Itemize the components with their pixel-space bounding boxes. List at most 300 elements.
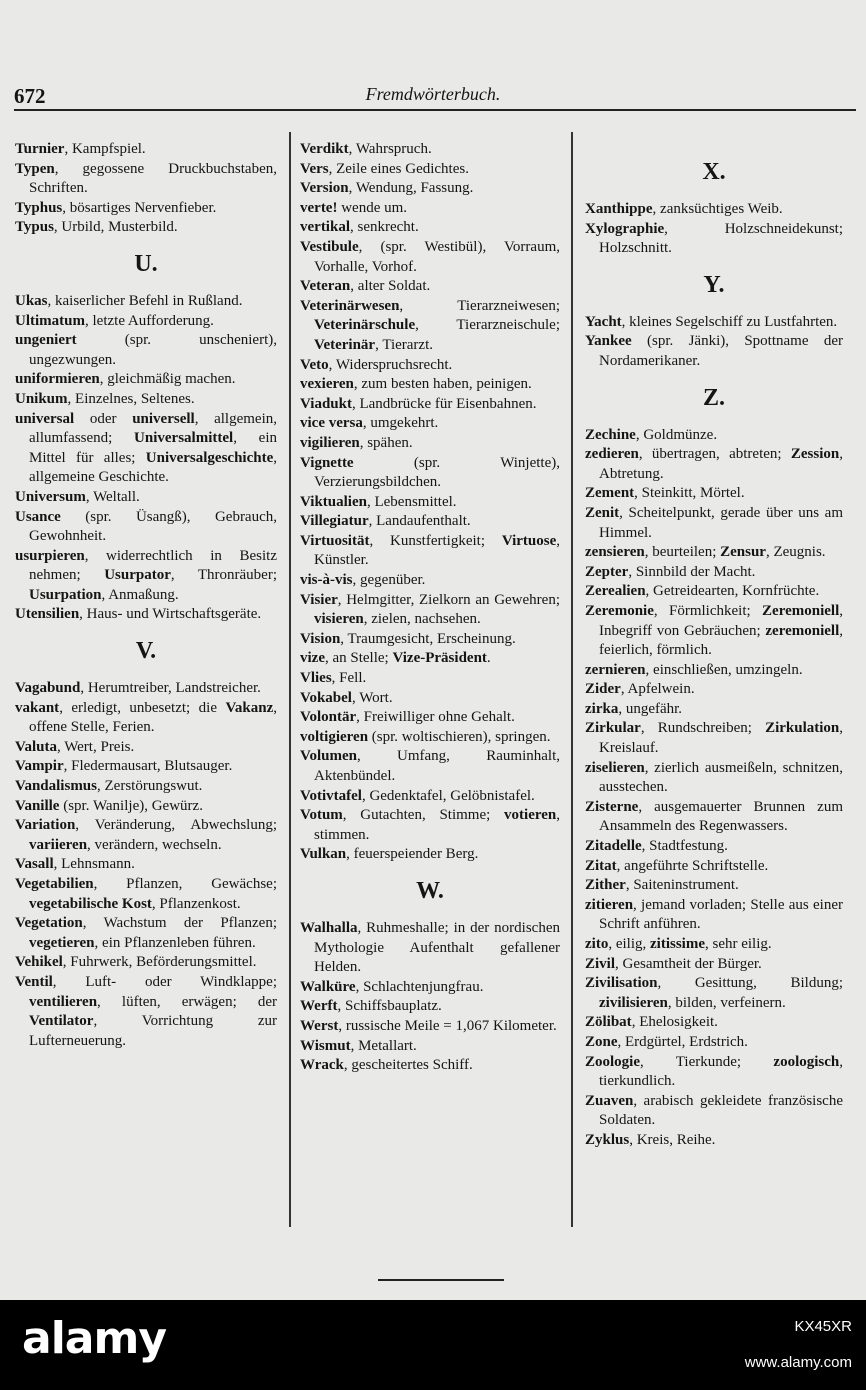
entry-headword: usurpieren bbox=[15, 547, 85, 564]
dictionary-entry bbox=[15, 312, 277, 332]
entry-definition: , Traumgesicht, Erscheinung. bbox=[340, 630, 516, 647]
entry-definition: , ein Pflanzenleben führen. bbox=[94, 934, 256, 951]
dictionary-entry bbox=[15, 914, 277, 953]
column-right bbox=[585, 146, 843, 1151]
entry-headword: Zisterne bbox=[585, 798, 639, 815]
dictionary-entry bbox=[15, 370, 277, 390]
entry-headword: zitissime bbox=[650, 936, 705, 952]
dictionary-entry bbox=[300, 434, 560, 454]
entry-definition: , Wendung, Fassung. bbox=[348, 180, 474, 197]
dictionary-entry bbox=[585, 445, 843, 484]
dictionary-entry bbox=[15, 218, 277, 238]
entry-headword: Zirkular bbox=[585, 720, 641, 737]
entry-headword: ungeniert bbox=[15, 332, 77, 349]
entry-headword: zitieren bbox=[585, 896, 634, 913]
entry-definition: , zanksüchtiges Weib. bbox=[652, 201, 783, 217]
entry-definition: , russische Meile = 1,067 Kilometer. bbox=[338, 1017, 557, 1034]
end-rule bbox=[378, 1279, 504, 1281]
entry-definition: , allgemein, allumfassend; bbox=[29, 410, 277, 447]
dictionary-entry bbox=[15, 757, 277, 777]
entry-definition: , Pflanzenkost. bbox=[151, 895, 241, 912]
dictionary-entry bbox=[300, 414, 560, 434]
dictionary-entry bbox=[300, 919, 560, 978]
dictionary-entry bbox=[300, 277, 560, 297]
entry-headword: zedieren bbox=[585, 446, 639, 463]
entry-definition: , sehr eilig. bbox=[704, 936, 772, 952]
entry-definition: , zielen, nachsehen. bbox=[363, 611, 481, 628]
entry-headword: Ukas bbox=[15, 292, 48, 309]
entry-definition: , Wert, Preis. bbox=[56, 738, 135, 755]
entry-definition: , ausgemauerter Brunnen zum Ansammeln des Regenwassers. bbox=[599, 798, 843, 835]
entry-headword: zito bbox=[585, 936, 609, 952]
entry-definition: , Urbild, Musterbild. bbox=[53, 219, 178, 236]
page-number: 672 bbox=[14, 84, 46, 108]
section-letter-heading: Y. bbox=[703, 271, 725, 298]
dictionary-entry bbox=[585, 582, 843, 602]
entry-headword: Vakanz bbox=[225, 699, 274, 716]
dictionary-entry bbox=[585, 1053, 843, 1092]
entry-headword: Zone bbox=[585, 1033, 618, 1050]
entry-headword: Visier bbox=[300, 591, 338, 608]
dictionary-entry bbox=[300, 978, 560, 998]
dictionary-entry bbox=[300, 591, 560, 630]
dictionary-entry bbox=[300, 532, 560, 571]
entry-headword: ziselieren bbox=[585, 759, 645, 776]
entry-definition: , Veränderung, Abwechslung; bbox=[75, 817, 277, 834]
entry-definition: , senkrecht. bbox=[350, 219, 419, 236]
dictionary-entry bbox=[585, 680, 843, 700]
entry-definition: , Anmaßung. bbox=[101, 586, 179, 603]
entry-definition: , widerrechtlich in Besitz nehmen; bbox=[29, 547, 277, 584]
entry-definition: , Goldmünze. bbox=[635, 426, 718, 443]
entry-definition: , Tierarzneischule; bbox=[415, 317, 560, 334]
entry-definition: , Kampfspiel. bbox=[64, 141, 146, 157]
entry-headword: Variation bbox=[15, 817, 76, 834]
entry-headword: vice versa bbox=[300, 415, 363, 432]
entry-definition: , Tierarzneiwesen; bbox=[399, 297, 560, 314]
entry-headword: visieren bbox=[314, 611, 364, 628]
entry-headword: Zitat bbox=[585, 857, 617, 874]
entry-headword: voltigieren bbox=[300, 728, 369, 745]
dictionary-entry bbox=[15, 292, 277, 312]
entry-definition: , Kreis, Reihe. bbox=[629, 1131, 716, 1148]
entry-definition: (spr. woltischieren), springen. bbox=[368, 728, 551, 745]
dictionary-entry bbox=[300, 997, 560, 1017]
entry-definition: , jemand vorladen; Stelle aus einer Schrift anführen. bbox=[599, 896, 843, 933]
entry-headword: Veterinärschule bbox=[314, 317, 416, 334]
entry-headword: Unikum bbox=[15, 390, 68, 407]
watermark-url: www.alamy.com bbox=[744, 1354, 852, 1371]
entry-headword: variieren bbox=[29, 836, 88, 853]
entry-definition: , Luft- oder Windklappe; bbox=[52, 973, 277, 990]
entry-definition: , stimmen. bbox=[314, 807, 560, 843]
entry-headword: Vokabel bbox=[300, 689, 352, 706]
entry-definition: , Steinkitt, Mörtel. bbox=[634, 485, 745, 502]
entry-definition: , Metallart. bbox=[350, 1037, 417, 1054]
dictionary-entry bbox=[585, 484, 843, 504]
dictionary-entry bbox=[585, 200, 843, 220]
entry-headword: zivilisieren bbox=[599, 994, 668, 1011]
dictionary-entry bbox=[15, 488, 277, 508]
dictionary-entry bbox=[15, 547, 277, 606]
column-divider bbox=[289, 132, 291, 1227]
entry-headword: Vagabund bbox=[15, 680, 81, 697]
entry-definition: (spr. Jänki), Spottname der Nordamerikaner. bbox=[599, 333, 843, 369]
dictionary-entry bbox=[585, 661, 843, 681]
column-divider bbox=[571, 132, 573, 1227]
dictionary-entry bbox=[300, 238, 560, 277]
dictionary-entry bbox=[300, 649, 560, 669]
entry-headword: verte! bbox=[300, 199, 338, 216]
dictionary-entry bbox=[585, 220, 843, 259]
entry-definition: , Inbegriff von Gebräuchen; bbox=[599, 602, 843, 639]
entry-definition: , zum besten haben, peinigen. bbox=[353, 376, 532, 393]
entry-headword: votieren bbox=[504, 807, 557, 824]
entry-headword: Xanthippe bbox=[585, 201, 653, 217]
entry-headword: zernieren bbox=[585, 661, 646, 678]
dictionary-entry bbox=[300, 454, 560, 493]
entry-headword: Zyklus bbox=[585, 1131, 630, 1148]
entry-headword: Virtuosität bbox=[300, 532, 370, 549]
entry-headword: Universum bbox=[15, 488, 86, 505]
entry-headword: Utensilien bbox=[15, 606, 80, 623]
entry-definition: , Thronräuber; bbox=[170, 567, 277, 584]
entry-definition: , Vorrichtung zur Lufterneuerung. bbox=[29, 1013, 277, 1049]
entry-definition: , feuerspeiender Berg. bbox=[346, 846, 479, 863]
entry-definition: , Erdgürtel, Erdstrich. bbox=[617, 1033, 748, 1050]
entry-definition: , Kunstfertigkeit; bbox=[369, 532, 502, 549]
dictionary-entry bbox=[585, 313, 843, 333]
entry-definition: , Ruhmeshalle; in der nordischen Mythologie Aufenthalt gefallener Helden. bbox=[314, 919, 560, 976]
dictionary-entry bbox=[300, 1037, 560, 1057]
dictionary-entry bbox=[300, 689, 560, 709]
entry-definition: , Stadtfestung. bbox=[641, 838, 728, 855]
dictionary-entry bbox=[300, 356, 560, 376]
dictionary-entry bbox=[15, 699, 277, 738]
entry-headword: Xylographie bbox=[585, 220, 665, 237]
entry-definition: , gleichmäßig machen. bbox=[99, 371, 236, 388]
entry-headword: Vulkan bbox=[300, 846, 347, 863]
entry-definition: , Gesittung, Bildung; bbox=[657, 975, 843, 992]
entry-headword: Zerealien bbox=[585, 583, 646, 600]
dictionary-entry bbox=[15, 797, 277, 817]
entry-definition: , Haus- und Wirtschaftsgeräte. bbox=[79, 606, 262, 623]
entry-definition: , Zeile eines Gedichtes. bbox=[328, 160, 469, 177]
section-letter-heading: Z. bbox=[702, 384, 725, 411]
entry-headword: Vampir bbox=[15, 758, 64, 775]
entry-definition: (spr. unscheniert), ungezwungen. bbox=[29, 332, 277, 368]
entry-headword: Valuta bbox=[15, 738, 57, 755]
entry-definition: . bbox=[486, 650, 491, 667]
section-letter-heading: V. bbox=[135, 638, 157, 665]
entry-headword: vakant bbox=[15, 699, 60, 716]
entry-definition: , einschließen, umzingeln. bbox=[645, 661, 803, 678]
dictionary-entry bbox=[585, 1033, 843, 1053]
entry-headword: Werst bbox=[300, 1017, 339, 1034]
entry-definition: , Förmlichkeit; bbox=[653, 602, 763, 619]
dictionary-entry bbox=[15, 816, 277, 855]
dictionary-entry bbox=[15, 679, 277, 699]
dictionary-entry bbox=[15, 777, 277, 797]
entry-headword: Version bbox=[300, 180, 349, 197]
dictionary-entry bbox=[300, 747, 560, 786]
entry-headword: Ventilator bbox=[29, 1013, 94, 1030]
entry-headword: Wrack bbox=[300, 1057, 344, 1074]
entry-definition: , Apfelwein. bbox=[620, 681, 695, 698]
entry-headword: Villegiatur bbox=[300, 513, 369, 530]
entry-definition: , feierlich, förmlich. bbox=[599, 622, 843, 659]
entry-definition: , (spr. Westibül), Vorraum, Vorhalle, Vorhof. bbox=[314, 238, 560, 275]
entry-headword: Universalgeschichte bbox=[145, 449, 274, 466]
dictionary-entry bbox=[15, 855, 277, 875]
entry-headword: Werft bbox=[300, 998, 338, 1015]
column-left bbox=[15, 140, 277, 1051]
entry-definition: , Zeugnis. bbox=[765, 544, 826, 561]
entry-headword: Vestibule bbox=[300, 238, 359, 255]
entry-headword: Wismut bbox=[300, 1037, 351, 1054]
entry-definition: , umgekehrt. bbox=[362, 415, 439, 432]
entry-headword: Usurpator bbox=[104, 567, 171, 584]
entry-headword: Typen bbox=[15, 160, 55, 177]
entry-headword: Volumen bbox=[300, 748, 357, 765]
entry-headword: Vegetabilien bbox=[15, 876, 94, 892]
entry-headword: Votivtafel bbox=[300, 787, 362, 804]
entry-definition: , Landaufenthalt. bbox=[368, 513, 471, 530]
entry-definition: , gescheitertes Schiff. bbox=[343, 1057, 473, 1074]
entry-definition: , Getreidearten, Kornfrüchte. bbox=[645, 583, 820, 600]
dictionary-entry bbox=[300, 571, 560, 591]
dictionary-entry bbox=[585, 857, 843, 877]
entry-definition: , Lebensmittel. bbox=[366, 493, 457, 510]
entry-definition: , Fuhrwerk, Beförderungsmittel. bbox=[62, 954, 257, 971]
dictionary-entry bbox=[300, 218, 560, 238]
dictionary-entry bbox=[300, 787, 560, 807]
entry-definition: , Freiwilliger ohne Gehalt. bbox=[356, 709, 515, 726]
entry-headword: Zivil bbox=[585, 955, 616, 972]
dictionary-entry bbox=[300, 375, 560, 395]
dictionary-entry bbox=[300, 845, 560, 865]
entry-definition: , gegossene Druckbuchstaben, Schriften. bbox=[29, 160, 277, 197]
entry-headword: Volontär bbox=[300, 709, 357, 726]
entry-definition: , Tierkunde; bbox=[640, 1053, 774, 1070]
entry-headword: Zoologie bbox=[585, 1053, 640, 1070]
dictionary-entry bbox=[585, 700, 843, 720]
entry-definition: , Fledermausart, Blutsauger. bbox=[63, 758, 233, 775]
entry-definition: , an Stelle; bbox=[324, 650, 393, 667]
entry-headword: Verdikt bbox=[300, 141, 349, 157]
entry-headword: Vandalismus bbox=[15, 778, 97, 795]
entry-definition: , arabisch gekleidete französische Soldaten. bbox=[599, 1092, 843, 1129]
dictionary-entry bbox=[300, 140, 560, 160]
entry-definition: , Ehelosigkeit. bbox=[631, 1014, 718, 1031]
entry-definition: , Landbrücke für Eisenbahnen. bbox=[351, 395, 537, 412]
entry-definition: , Umfang, Rauminhalt, Aktenbündel. bbox=[314, 748, 560, 784]
entry-definition: , ungefähr. bbox=[618, 700, 683, 717]
entry-headword: Vanille bbox=[15, 797, 60, 814]
entry-headword: Virtuose bbox=[501, 532, 557, 549]
entry-headword: Typus bbox=[15, 219, 54, 236]
dictionary-entry bbox=[15, 508, 277, 547]
dictionary-entry bbox=[15, 199, 277, 219]
entry-headword: Yacht bbox=[585, 313, 622, 330]
entry-definition: , zierlich ausmeißeln, schnitzen, ausstechen. bbox=[599, 759, 843, 796]
entry-headword: Votum bbox=[300, 807, 343, 824]
entry-headword: vize bbox=[300, 650, 325, 667]
entry-headword: Viadukt bbox=[300, 395, 352, 412]
entry-headword: Zeremoniell bbox=[762, 602, 840, 619]
entry-definition: , Herumtreiber, Landstreicher. bbox=[80, 680, 261, 697]
entry-definition: , allgemeine Geschichte. bbox=[29, 449, 277, 486]
entry-headword: Zepter bbox=[585, 563, 629, 580]
entry-definition: , Lehnsmann. bbox=[53, 856, 135, 873]
entry-headword: vegetabilische Kost bbox=[29, 895, 152, 912]
entry-definition: , bilden, verfeinern. bbox=[667, 994, 786, 1011]
header-rule bbox=[14, 109, 856, 111]
entry-definition: , lüften, erwägen; der bbox=[97, 993, 277, 1010]
dictionary-entry bbox=[585, 332, 843, 371]
entry-headword: Vlies bbox=[300, 670, 332, 687]
entry-headword: Zechine bbox=[585, 426, 636, 443]
entry-headword: vigilieren bbox=[300, 434, 360, 451]
watermark-image-id: KX45XR bbox=[794, 1318, 852, 1335]
entry-definition: , offene Stelle, Ferien. bbox=[29, 699, 277, 736]
dictionary-entry bbox=[15, 390, 277, 410]
dictionary-entry bbox=[300, 1056, 560, 1076]
dictionary-entry bbox=[15, 953, 277, 973]
section-letter-heading: X. bbox=[702, 159, 726, 185]
dictionary-entry bbox=[585, 955, 843, 975]
dictionary-entry bbox=[15, 410, 277, 488]
dictionary-entry bbox=[585, 896, 843, 935]
entry-definition: , Tierarzt. bbox=[375, 336, 434, 353]
entry-definition: (spr. Winjette), Verzierungsbildchen. bbox=[314, 454, 560, 491]
entry-definition: , Gutachten, Stimme; bbox=[342, 807, 505, 824]
entry-headword: Usurpation bbox=[29, 586, 102, 603]
dictionary-entry bbox=[300, 493, 560, 513]
entry-headword: Veteran bbox=[300, 278, 351, 295]
entry-definition: , Abtretung. bbox=[599, 446, 843, 482]
dictionary-entry bbox=[300, 395, 560, 415]
entry-definition: , bösartiges Nervenfieber. bbox=[62, 199, 217, 216]
entry-definition: wende um. bbox=[337, 199, 408, 216]
entry-headword: vis-à-vis bbox=[300, 572, 353, 589]
entry-definition: , eilig, bbox=[608, 936, 650, 952]
dictionary-entry bbox=[300, 728, 560, 748]
dictionary-entry bbox=[585, 563, 843, 583]
entry-headword: Zölibat bbox=[585, 1014, 632, 1031]
entry-headword: vegetieren bbox=[29, 934, 95, 951]
dictionary-entry bbox=[585, 1131, 843, 1151]
dictionary-entry bbox=[15, 605, 277, 625]
entry-headword: Vasall bbox=[15, 856, 54, 873]
dictionary-entry bbox=[15, 738, 277, 758]
entry-headword: Vehikel bbox=[15, 954, 63, 971]
dictionary-entry bbox=[585, 602, 843, 661]
dictionary-entry bbox=[585, 837, 843, 857]
entry-headword: Zirkulation bbox=[765, 720, 840, 737]
dictionary-entry bbox=[585, 798, 843, 837]
section-letter-heading: W. bbox=[416, 877, 444, 904]
entry-definition: , Gesamtheit der Bürger. bbox=[615, 955, 762, 972]
entry-headword: Vegetation bbox=[15, 915, 83, 932]
entry-headword: vertikal bbox=[300, 219, 350, 236]
dictionary-entry bbox=[585, 759, 843, 798]
entry-headword: Walhalla bbox=[300, 919, 358, 936]
entry-headword: Zivilisation bbox=[585, 975, 658, 992]
dictionary-entry bbox=[585, 543, 843, 563]
dictionary-entry bbox=[585, 1013, 843, 1033]
entry-definition: , Künstler. bbox=[314, 532, 560, 569]
entry-definition: oder bbox=[74, 410, 133, 427]
dictionary-entry bbox=[15, 875, 277, 914]
entry-definition: , Schiffsbauplatz. bbox=[337, 998, 442, 1015]
dictionary-entry bbox=[300, 630, 560, 650]
entry-definition: , Saiteninstrument. bbox=[625, 877, 739, 894]
entry-definition: , alter Soldat. bbox=[350, 278, 431, 295]
entry-definition: , angeführte Schriftstelle. bbox=[616, 857, 769, 874]
entry-headword: uniformieren bbox=[15, 371, 100, 388]
dictionary-entry bbox=[300, 806, 560, 845]
entry-definition: , tierkundlich. bbox=[599, 1053, 843, 1090]
entry-headword: Ultimatum bbox=[15, 312, 85, 329]
entry-definition: , Wahrspruch. bbox=[348, 141, 432, 157]
entry-definition: , Wachstum der Pflanzen; bbox=[82, 915, 277, 932]
entry-definition: , Kreislauf. bbox=[599, 720, 843, 757]
entry-headword: Zenit bbox=[585, 504, 620, 521]
entry-headword: zirka bbox=[585, 700, 619, 717]
entry-headword: Zitadelle bbox=[585, 838, 642, 855]
entry-definition: , Pflanzen, Gewächse; bbox=[93, 876, 277, 892]
entry-headword: zeremoniell bbox=[765, 622, 840, 639]
entry-definition: , übertragen, abtreten; bbox=[638, 446, 791, 463]
dictionary-entry bbox=[300, 512, 560, 532]
entry-definition: (spr. Üsangß), Gebrauch, Gewohnheit. bbox=[29, 508, 277, 545]
entry-definition: , Holzschneidekunst; Holzschnitt. bbox=[599, 220, 843, 257]
entry-definition: , ein Mittel für alles; bbox=[29, 430, 277, 466]
entry-headword: Vision bbox=[300, 630, 341, 647]
dictionary-entry bbox=[300, 297, 560, 356]
entry-headword: Walküre bbox=[300, 978, 356, 995]
entry-headword: Yankee bbox=[585, 333, 632, 350]
dictionary-entry bbox=[300, 669, 560, 689]
dictionary-entry bbox=[15, 160, 277, 199]
entry-headword: zensieren bbox=[585, 544, 645, 561]
dictionary-entry bbox=[585, 1092, 843, 1131]
entry-headword: Zeremonie bbox=[585, 602, 654, 619]
entry-definition: , Wort. bbox=[351, 689, 393, 706]
entry-headword: Typhus bbox=[15, 199, 63, 216]
dictionary-entry bbox=[300, 708, 560, 728]
entry-definition: , Fell. bbox=[331, 670, 367, 687]
dictionary-entry bbox=[15, 973, 277, 1051]
entry-definition: , Rundschreiben; bbox=[640, 720, 766, 737]
entry-headword: Viktualien bbox=[300, 493, 367, 510]
entry-headword: Universalmittel bbox=[134, 430, 234, 447]
entry-headword: Usance bbox=[15, 508, 61, 525]
dictionary-entry bbox=[585, 876, 843, 896]
entry-headword: Zession bbox=[790, 446, 840, 463]
entry-headword: Vignette bbox=[300, 454, 354, 471]
entry-headword: Zither bbox=[585, 877, 626, 894]
entry-definition: , erledigt, unbesetzt; die bbox=[59, 699, 226, 716]
entry-definition: , beurteilen; bbox=[644, 544, 721, 561]
entry-headword: Veto bbox=[300, 356, 329, 373]
entry-definition: , verändern, wechseln. bbox=[87, 836, 222, 853]
entry-headword: Turnier bbox=[15, 141, 65, 157]
entry-definition: , kleines Segelschiff zu Lustfahrten. bbox=[621, 313, 838, 330]
entry-headword: Zuaven bbox=[585, 1092, 634, 1109]
section-letter-heading: U. bbox=[134, 250, 158, 277]
